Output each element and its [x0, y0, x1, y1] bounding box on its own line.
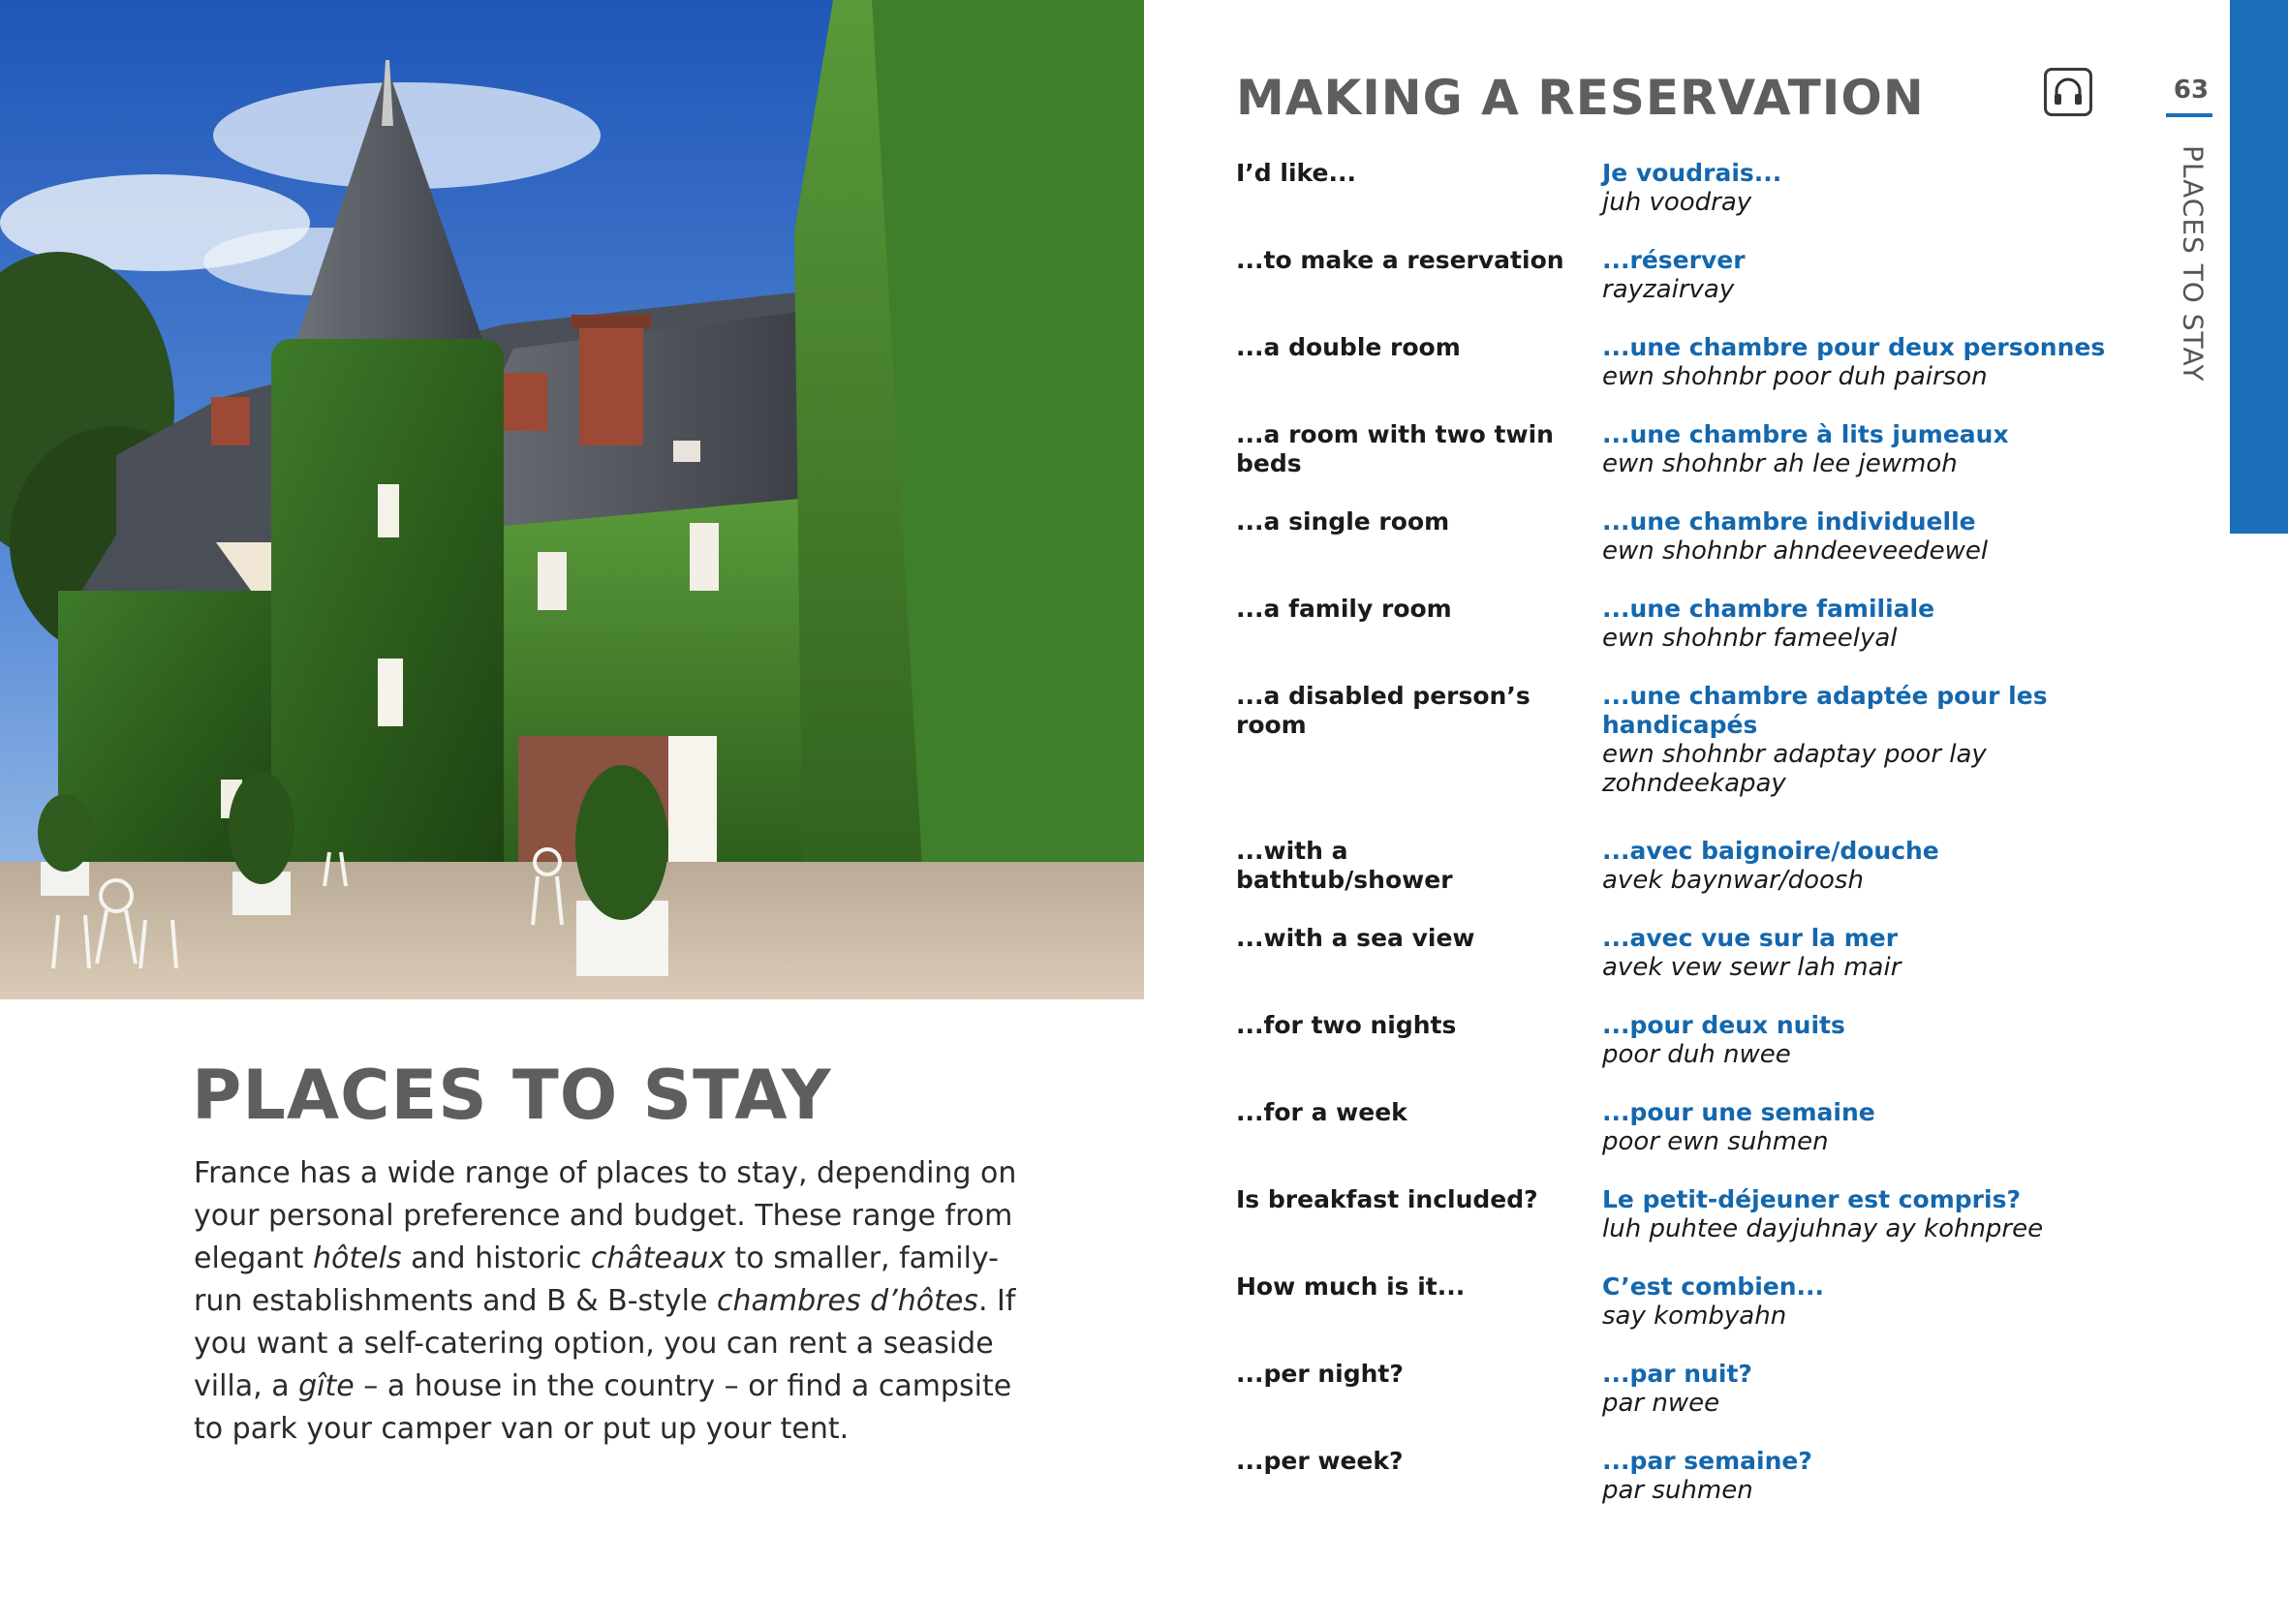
- phrase-english: How much is it...: [1236, 1272, 1466, 1301]
- phrase-french: ...par semaine?: [1602, 1447, 1812, 1475]
- intro-term-chateaux: châteaux: [590, 1241, 727, 1275]
- phrase-french: ...pour deux nuits: [1602, 1011, 1845, 1039]
- phrase-english: ...for two nights: [1236, 1011, 1457, 1039]
- phrase-english: ...for a week: [1236, 1098, 1407, 1126]
- phrase-pronunciation: juh voodray: [1602, 188, 1752, 217]
- phrase-french: C’est combien...: [1602, 1272, 1825, 1301]
- ivy-covered-chateau-image: [0, 0, 1144, 999]
- intro-term-chambres-dhotes: chambres d’hôtes: [717, 1284, 978, 1318]
- phrase-english: ...a single room: [1236, 507, 1450, 536]
- chateau-photo: [0, 0, 1144, 999]
- phrase-translation: [1602, 595, 2106, 653]
- phrase-translation: [1602, 1447, 2106, 1505]
- phrase-translation: [1602, 507, 2106, 566]
- phrase-english: ...a disabled person’s room: [1236, 682, 1530, 739]
- phrase-english: ...a room with two twin beds: [1236, 420, 1554, 477]
- intro-term-gite: gîte: [298, 1369, 355, 1403]
- intro-text-4: . If you want a self-catering option, you can rent a seaside villa, a: [194, 1284, 1016, 1403]
- phrase-french: ...une chambre familiale: [1602, 595, 1935, 623]
- phrase-french: ...une chambre pour deux personnes: [1602, 333, 2106, 361]
- phrase-translation: [1602, 1272, 2106, 1331]
- intro-text-2: and historic: [401, 1241, 591, 1275]
- places-to-stay-heading: PLACES TO STAY: [192, 1056, 832, 1135]
- audio-button[interactable]: [2044, 68, 2092, 116]
- phrase-french: ...avec baignoire/douche: [1602, 837, 1939, 865]
- phrase-translation: [1602, 159, 2106, 217]
- intro-text-3: to smaller, family-run establishments and B & B-style: [194, 1241, 999, 1318]
- phrase-pronunciation: poor duh nwee: [1602, 1040, 1791, 1069]
- phrase-pronunciation: ewn shohnbr adaptay poor lay zohndeekapay: [1602, 740, 1987, 798]
- phrase-pronunciation: ewn shohnbr ah lee jewmoh: [1602, 449, 1958, 478]
- phrase-english: I’d like...: [1236, 159, 1356, 187]
- phrase-translation: [1602, 837, 2106, 895]
- intro-term-hotels: hôtels: [313, 1241, 402, 1275]
- phrase-english: ...to make a reservation: [1236, 246, 1564, 274]
- phrase-french: ...une chambre à lits jumeaux: [1602, 420, 2009, 448]
- phrase-english: ...with a sea view: [1236, 924, 1475, 952]
- phrase-english: ...with a bathtub/shower: [1236, 837, 1453, 894]
- phrase-french: ...une chambre individuelle: [1602, 507, 1976, 536]
- phrase-english: ...a double room: [1236, 333, 1461, 361]
- phrase-pronunciation: avek vew sewr lah mair: [1602, 953, 1902, 982]
- page-number-underline: [2166, 113, 2212, 117]
- section-color-bar: [2230, 0, 2288, 534]
- phrase-pronunciation: rayzairvay: [1602, 275, 1735, 304]
- phrase-translation: [1602, 1011, 2106, 1069]
- phrase-translation: [1602, 1098, 2106, 1156]
- phrase-translation: [1602, 1360, 2106, 1418]
- phrase-english: ...per week?: [1236, 1447, 1404, 1475]
- phrase-english: ...per night?: [1236, 1360, 1404, 1388]
- making-a-reservation-heading: MAKING A RESERVATION: [1236, 70, 1925, 126]
- phrase-french: ...réserver: [1602, 246, 1746, 274]
- phrase-pronunciation: ewn shohnbr poor duh pairson: [1602, 362, 1988, 391]
- phrase-french: ...une chambre adaptée pour les handicapés: [1602, 682, 2048, 739]
- phrase-pronunciation: poor ewn suhmen: [1602, 1127, 1829, 1156]
- phrase-pronunciation: par nwee: [1602, 1389, 1720, 1418]
- places-to-stay-intro: [194, 1152, 1046, 1451]
- phrase-translation: [1602, 1185, 2106, 1243]
- section-tab-text: PLACES TO STAY: [2177, 145, 2210, 383]
- phrase-english: Is breakfast included?: [1236, 1185, 1538, 1213]
- phrase-pronunciation: luh puhtee dayjuhnay ay kohnpree: [1602, 1214, 2044, 1243]
- phrase-pronunciation: ewn shohnbr fameelyal: [1602, 624, 1898, 653]
- intro-text-5: – a house in the country – or find a campsite to park your camper van or put up your tent.: [194, 1369, 1012, 1446]
- phrase-pronunciation: ewn shohnbr ahndeeveedewel: [1602, 536, 1989, 566]
- phrase-french: ...avec vue sur la mer: [1602, 924, 1899, 952]
- phrase-french: Le petit-déjeuner est compris?: [1602, 1185, 2021, 1213]
- phrase-translation: [1602, 682, 2106, 798]
- phrase-translation: [1602, 924, 2106, 982]
- phrase-pronunciation: say kombyahn: [1602, 1302, 1787, 1331]
- phrase-french: ...par nuit?: [1602, 1360, 1752, 1388]
- section-tab-label: [2174, 145, 2212, 383]
- phrase-translation: [1602, 420, 2106, 478]
- headphones-icon: [2052, 77, 2085, 107]
- intro-text-1: France has a wide range of places to stay, depending on your personal preference and budget. These range from elegant: [194, 1156, 1017, 1275]
- phrase-french: ...pour une semaine: [1602, 1098, 1875, 1126]
- phrase-pronunciation: par suhmen: [1602, 1476, 1753, 1505]
- phrase-french: Je voudrais...: [1602, 159, 1782, 187]
- page-number: 63: [2173, 76, 2210, 105]
- phrase-translation: [1602, 246, 2106, 304]
- phrase-english: ...a family room: [1236, 595, 1452, 623]
- phrase-pronunciation: avek baynwar/doosh: [1602, 866, 1864, 895]
- phrase-translation: [1602, 333, 2106, 391]
